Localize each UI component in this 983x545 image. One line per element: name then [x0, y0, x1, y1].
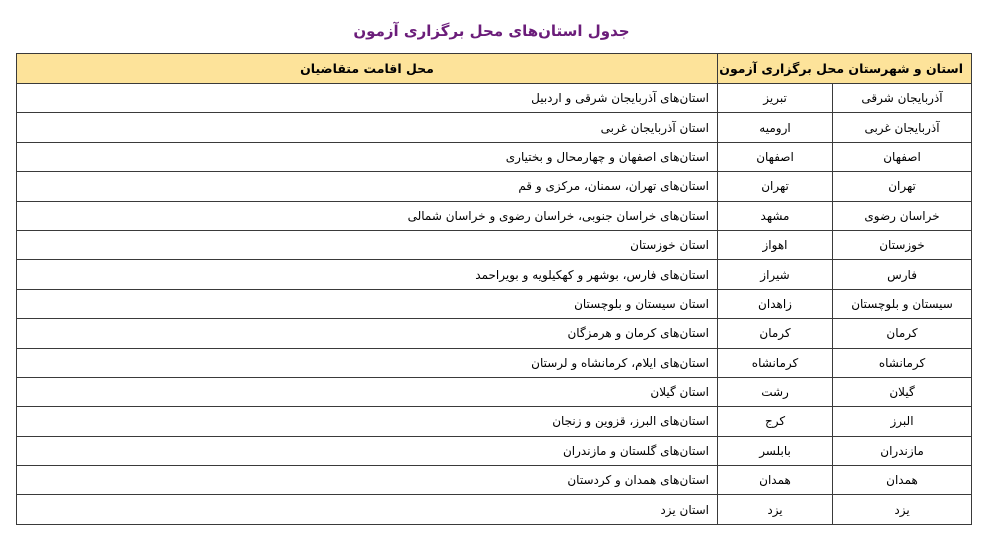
table-row: [17, 84, 972, 113]
cell-city: اصفهان: [718, 142, 833, 171]
cell-city: رشت: [718, 377, 833, 406]
cell-province: گیلان: [833, 377, 972, 406]
cell-city: تهران: [718, 172, 833, 201]
cell-city: کرمان: [718, 319, 833, 348]
cell-residence: استان‌های البرز، قزوین و زنجان: [17, 407, 718, 436]
table-row: [17, 407, 972, 436]
cell-residence: استان‌های آذربایجان شرقی و اردبیل: [17, 84, 718, 113]
cell-province: تهران: [833, 172, 972, 201]
table-row: [17, 319, 972, 348]
table-row: [17, 436, 972, 465]
table-row: [17, 495, 972, 524]
table-row: [17, 260, 972, 289]
table-header-row: [17, 54, 972, 84]
table-row: [17, 201, 972, 230]
cell-province: خراسان رضوی: [833, 201, 972, 230]
cell-residence: استان‌های تهران، سمنان، مرکزی و قم: [17, 172, 718, 201]
cell-province: کرمانشاه: [833, 348, 972, 377]
cell-province: همدان: [833, 466, 972, 495]
cell-city: تبریز: [718, 84, 833, 113]
cell-residence: استان گیلان: [17, 377, 718, 406]
cell-city: کرمانشاه: [718, 348, 833, 377]
cell-residence: استان‌های اصفهان و چهارمحال و بختیاری: [17, 142, 718, 171]
page-title: جدول استان‌های محل برگزاری آزمون: [353, 22, 630, 40]
exam-locations-table: [16, 53, 972, 525]
table-row: [17, 289, 972, 318]
cell-residence: استان سیستان و بلوچستان: [17, 289, 718, 318]
cell-residence: استان‌های گلستان و مازندران: [17, 436, 718, 465]
cell-province: آذربایجان شرقی: [833, 84, 972, 113]
cell-residence: استان‌های کرمان و هرمزگان: [17, 319, 718, 348]
table-body: [17, 84, 972, 525]
cell-province: یزد: [833, 495, 972, 524]
cell-city: بابلسر: [718, 436, 833, 465]
cell-province: فارس: [833, 260, 972, 289]
cell-city: ارومیه: [718, 113, 833, 142]
header-province-city: استان و شهرستان محل برگزاری آزمون: [718, 54, 972, 84]
table-row: [17, 348, 972, 377]
cell-residence: استان یزد: [17, 495, 718, 524]
table-row: [17, 142, 972, 171]
cell-residence: استان آذربایجان غربی: [17, 113, 718, 142]
table-row: [17, 230, 972, 259]
cell-city: کرج: [718, 407, 833, 436]
cell-residence: استان خوزستان: [17, 230, 718, 259]
cell-province: اصفهان: [833, 142, 972, 171]
cell-province: مازندران: [833, 436, 972, 465]
cell-province: سیستان و بلوچستان: [833, 289, 972, 318]
cell-city: شیراز: [718, 260, 833, 289]
cell-residence: استان‌های همدان و کردستان: [17, 466, 718, 495]
table-row: [17, 466, 972, 495]
table-row: [17, 113, 972, 142]
cell-city: یزد: [718, 495, 833, 524]
cell-city: همدان: [718, 466, 833, 495]
table-row: [17, 172, 972, 201]
cell-province: آذربایجان غربی: [833, 113, 972, 142]
header-residence: محل اقامت متقاضیان: [17, 54, 718, 84]
cell-city: زاهدان: [718, 289, 833, 318]
cell-province: البرز: [833, 407, 972, 436]
cell-province: کرمان: [833, 319, 972, 348]
cell-residence: استان‌های خراسان جنوبی، خراسان رضوی و خراسان شمالی: [17, 201, 718, 230]
cell-city: اهواز: [718, 230, 833, 259]
cell-residence: استان‌های فارس، بوشهر و کهکیلویه و بویراحمد: [17, 260, 718, 289]
table-row: [17, 377, 972, 406]
cell-residence: استان‌های ایلام، کرمانشاه و لرستان: [17, 348, 718, 377]
cell-city: مشهد: [718, 201, 833, 230]
cell-province: خوزستان: [833, 230, 972, 259]
